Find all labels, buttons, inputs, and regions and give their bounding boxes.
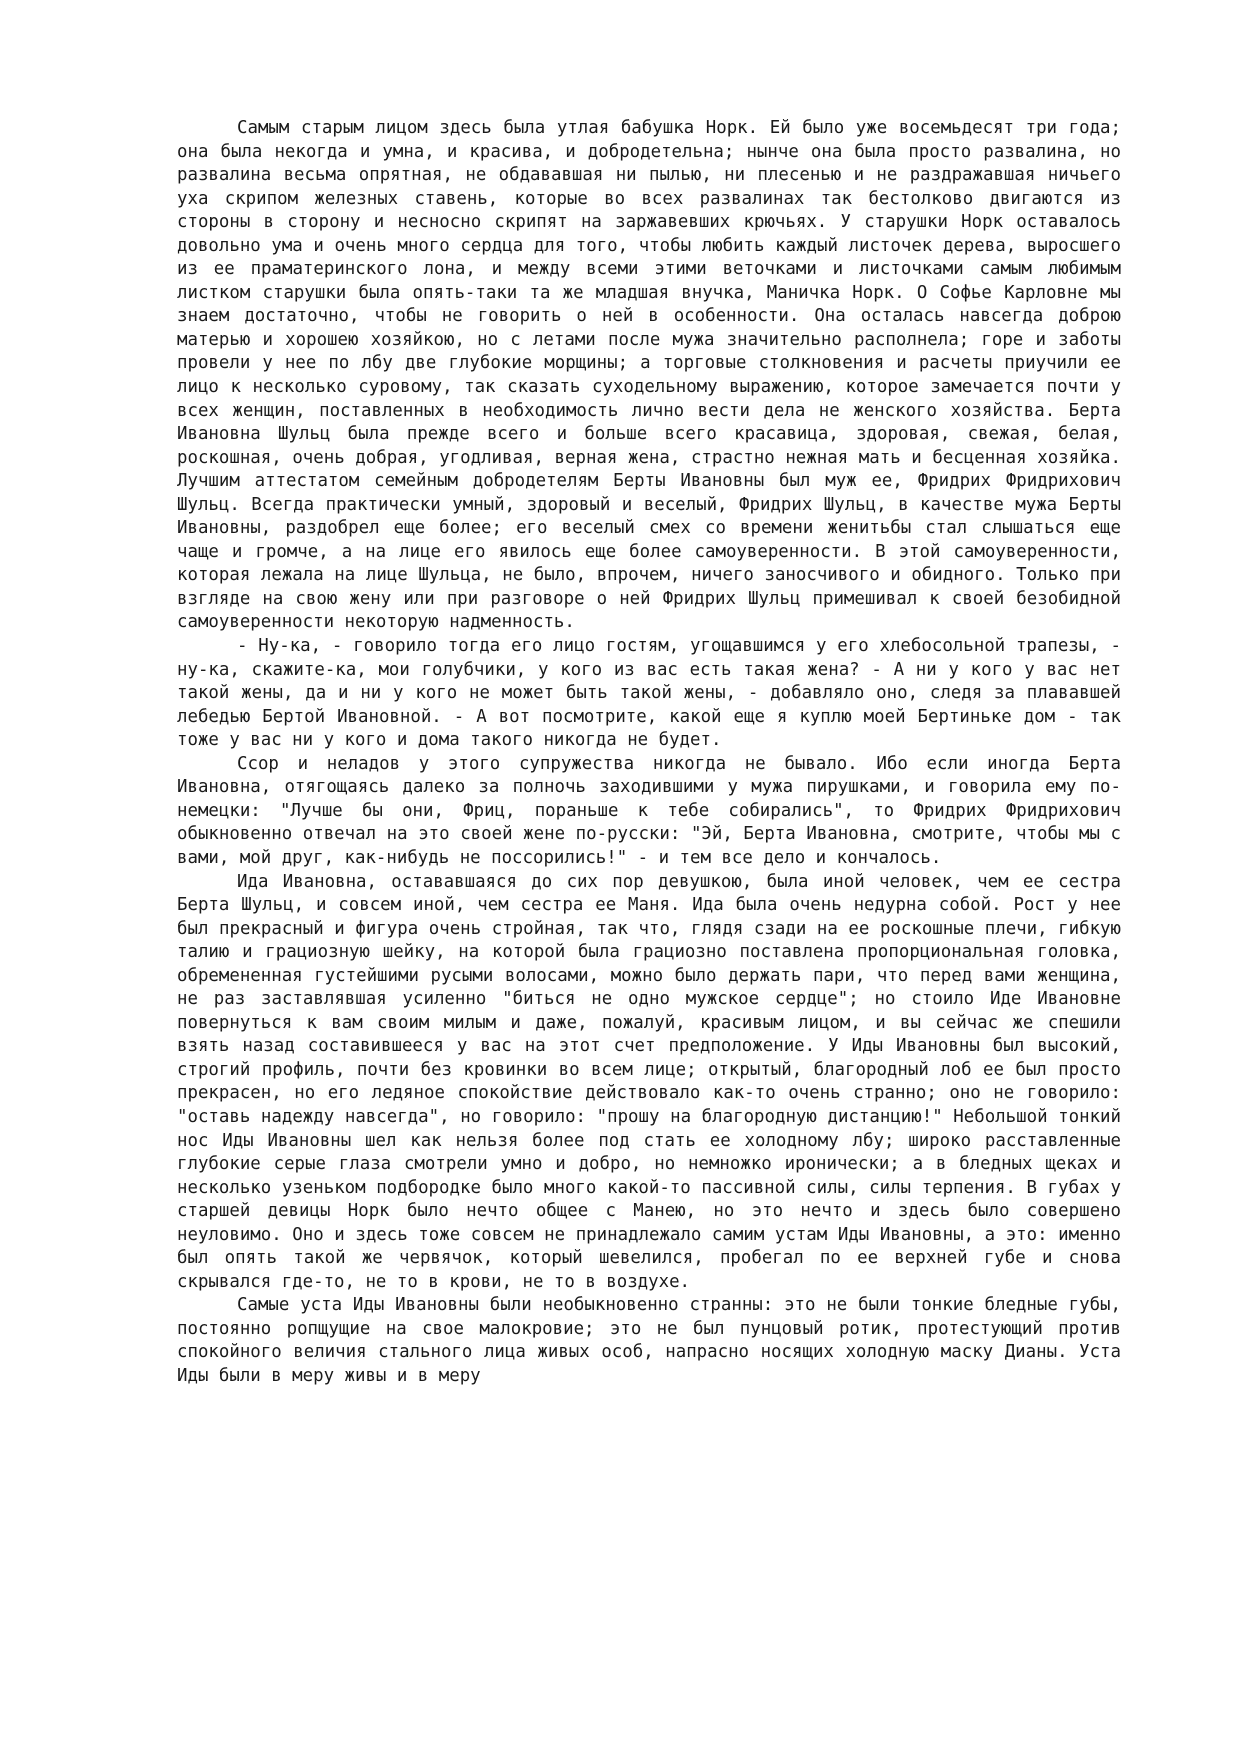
paragraph-ida-ivanovna: Ида Ивановна, остававшаяся до сих пор девушкою, была иной человек, чем ее сестра Берта Шульц, и совсем иной, чем сестра ее Маня. Ида была очень недурна собой. Рост у нее был прекрасный и фигура очень стройная, так что, глядя сзади на ее роскошные плечи, гибкую талию и грациозную шейку, на которой была грациозно поставлена пропорциональная головка, обремененная густейшими русыми волосами, можно было держать пари, что перед вами женщина, не раз заставлявшая усиленно "биться не одно мужское сердце"; но стоило Иде Ивановне повернуться к вам своим милым и даже, пожалуй, красивым лицом, и вы сейчас же спешили взять назад составившееся у вас на этот счет предположение. У Иды Ивановны был высокий, строгий профиль, почти без кровинки во всем лице; открытый, благородный лоб ее был просто прекрасен, но его ледяное спокойствие действовало как-то очень странно; оно не говорило: "оставь надежду навсегда", но говорило: "прошу на благородную дистанцию!" Небольшой тонкий нос Иды Ивановны шел как нельзя более под стать ее холодному лбу; широко расставленные глубокие серые глаза смотрели умно и добро, но немножко иронически; а в бледных щеках и несколько узеньком подбородке было много какой-то пассивной силы, силы терпения. В губах у старшей девицы Норк было нечто общее с Манею, но это нечто и здесь было совершено неуловимо. Оно и здесь тоже совсем не принадлежало самим устам Иды Ивановны, а это: именно был опять такой же червячок, который шевелился, пробегал по ее верхней губе и снова скрывался где-то, не то в крови, не то в воздухе. xyxy=(177,871,1121,1292)
paragraph-babushka-nork: Самым старым лицом здесь была утлая бабушка Норк. Ей было уже восемьдесят три года; она была некогда и умна, и красива, и добродетельна; нынче она была просто развалина, но развалина весьма опрятная, не обдававшая ни пылью, ни плесенью и не раздражавшая ничьего уха скрипом железных ставень, которые во всех развалинах так бестолково двигаются из стороны в сторону и несносно скрипят на заржавевших крючьях. У старушки Норк оставалось довольно ума и очень много сердца для того, чтобы любить каждый листочек дерева, выросшего из ее праматеринского лона, и между всеми этими веточками и листочками самым любимым листком старушки была опять-таки та же младшая внучка, Маничка Норк. О Софье Карловне мы знаем достаточно, чтобы не говорить о ней в особенности. Она осталась навсегда доброю матерью и хорошею хозяйкою, но с летами после мужа значительно располнела; горе и заботы провели у нее по лбу две глубокие морщины; а торговые столкновения и расчеты приучили ее лицо к несколько суровому, так сказать суходельному выражению, которое замечается почти у всех женщин, поставленных в необходимость лично вести дела не женского хозяйства. Берта Ивановна Шульц была прежде всего и больше всего красавица, здоровая, свежая, белая, роскошная, очень добрая, угодливая, верная жена, страстно нежная мать и бесценная хозяйка. Лучшим аттестатом семейным добродетелям Берты Ивановны был муж ее, Фридрих Фридрихович Шульц. Всегда практически умный, здоровый и веселый, Фридрих Шульц, в качестве мужа Берты Ивановны, раздобрел еще более; его веселый смех со времени женитьбы стал слышаться еще чаще и громче, а на лице его явилось еще более самоуверенности. В этой самоуверенности, которая лежала на лице Шульца, не было, впрочем, ничего заносчивого и обидного. Только при взгляде на свою жену или при разговоре о ней Фридрих Шульц примешивал к своей безобидной самоуверенности некоторую надменность. xyxy=(177,118,1121,633)
document-body xyxy=(177,117,1121,1389)
paragraph-usta-idy: Самые уста Иды Ивановны были необыкновенно странны: это не были тонкие бледные губы, постоянно ропщущие на свое малокровие; это не был пунцовый ротик, протестующий против спокойного величия стального лица живых особ, напрасно носящих холодную маску Дианы. Уста Иды были в меру живы и в меру xyxy=(177,1295,1121,1386)
paragraph-nu-ka: - Ну-ка, - говорило тогда его лицо гостям, угощавшимся у его хлебосольной трапезы, - ну-ка, скажите-ка, мои голубчики, у кого из вас есть такая жена? - А ни у кого у вас нет такой жены, да и ни у кого не может быть такой жены, - добавляло оно, следя за плававшей лебедью Бертой Ивановной. - А вот посмотрите, какой еще я куплю моей Бертиньке дом - так тоже у вас ни у кого и дома такого никогда не будет. xyxy=(177,636,1121,751)
paragraph-ssor-i-neladov: Ссор и неладов у этого супружества никогда не бывало. Ибо если иногда Берта Ивановна, отягощаясь далеко за полночь заходившими у мужа пирушками, и говорила ему по-немецки: "Лучше бы они, Фриц, пораньше к тебе собирались", то Фридрих Фридрихович обыкновенно отвечал на это своей жене по-русски: "Эй, Берта Ивановна, смотрите, чтобы мы с вами, мой друг, как-нибудь не поссорились!" - и тем все дело и кончалось. xyxy=(177,753,1121,868)
